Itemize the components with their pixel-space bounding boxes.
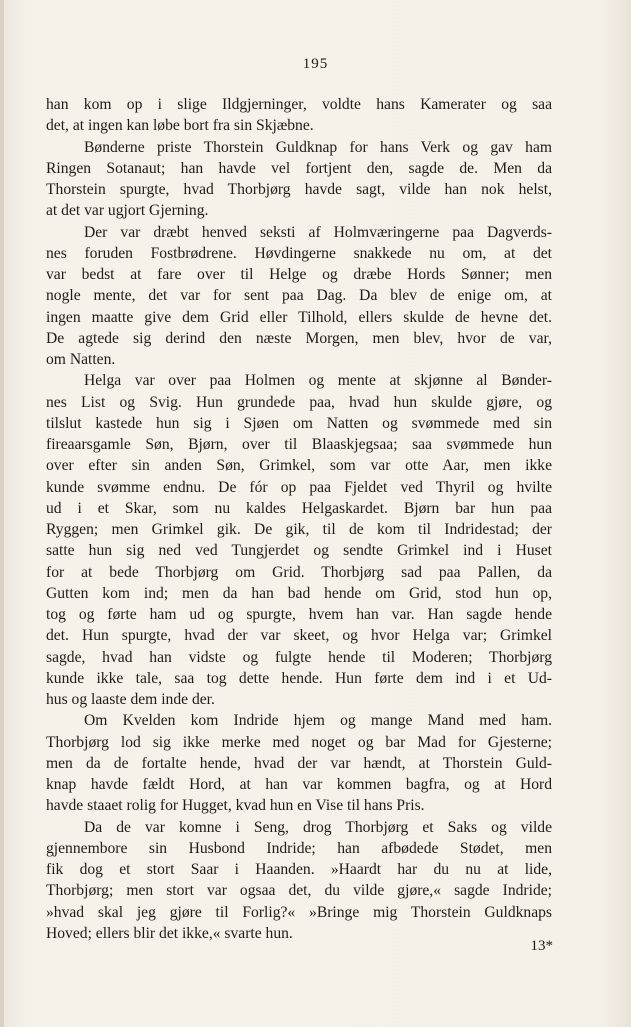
text-line: Ryggen; men Grimkel gik. De gik, til de kom til Indridestad; der bbox=[46, 521, 552, 538]
text-line: for at bede Thorbjørg om Grid. Thorbjørg sad paa Pallen, da bbox=[46, 563, 552, 581]
text-line: nogle mente, det var for sent paa Dag. Da blev de enige om, at bbox=[46, 287, 552, 305]
text-line: Helga var over paa Holmen og mente at skjønne al Bønder- bbox=[84, 372, 552, 390]
paragraph bbox=[46, 222, 552, 371]
text-line: Thorbjørg; men stort var ogsaa det, du vilde gjøre,« sagde Indride; bbox=[46, 882, 552, 900]
text-line: over efter sin anden Søn, Grimkel, som var otte Aar, men ikke bbox=[46, 457, 552, 475]
text-line: det, at ingen kan løbe bort fra sin Skjæbne. bbox=[46, 117, 314, 135]
text-line: sagde, hvad han vidste og fulgte hende til Moderen; Thorbjørg bbox=[46, 648, 552, 666]
body-text bbox=[46, 94, 552, 944]
text-line: kunde ikke tale, saa tog dette hende. Hun førte dem ind i et Ud- bbox=[46, 669, 552, 687]
text-line: tog og førte ham ud og spurgte, hvem han var. Han sagde hende bbox=[46, 606, 552, 623]
text-line: fik dog et stort Saar i Haanden. »Haardt har du nu at lide, bbox=[46, 861, 552, 878]
text-line: kunde svømme endnu. De fór op paa Fjeldet ved Thyril og hvilte bbox=[46, 478, 552, 496]
text-line: at det var ugjort Gjerning. bbox=[46, 202, 209, 220]
text-line: det. Hun spurgte, hvad der var skeet, og hvor Helga var; Grimkel bbox=[46, 627, 552, 645]
text-line: satte hun sig ned ved Tungjerdet og sendte Grimkel ind i Huset bbox=[46, 542, 552, 560]
text-line: knap havde fældt Hord, at han var kommen bagfra, og at Hord bbox=[46, 776, 552, 793]
text-line: De agtede sig derind den næste Morgen, men blev, hvor de var, bbox=[46, 329, 552, 347]
paragraph bbox=[46, 94, 552, 137]
text-line: han kom op i slige Ildgjerninger, voldte hans Kamerater og saa bbox=[46, 96, 552, 113]
text-line: nes List og Svig. Hun grundede paa, hvad hun skulde gjøre, og bbox=[46, 393, 552, 411]
text-line: havde staaet rolig for Hugget, kvad hun en Vise til hans Pris. bbox=[46, 797, 425, 815]
text-line: Thorbjørg lod sig ikke merke med noget og bar Mad for Gjesterne; bbox=[46, 733, 552, 751]
text-line: fireaarsgamle Søn, Bjørn, over til Blaaskjegsaa; saa svømmede hun bbox=[46, 436, 552, 453]
text-line: om Natten. bbox=[46, 351, 116, 368]
text-line: Om Kvelden kom Indride hjem og mange Mand med ham. bbox=[84, 712, 552, 730]
text-line: ingen maatte give dem Grid eller Tilhold, ellers skulde de hevne det. bbox=[46, 308, 552, 326]
signature-mark: 13* bbox=[530, 938, 553, 954]
text-line: Ringen Sotanaut; han havde vel fortjent den, sagde de. Men da bbox=[46, 159, 552, 177]
text-line: var bedst at fare over til Helge og dræbe Hords Sønner; men bbox=[46, 266, 552, 283]
text-line: nes foruden Fostbrødrene. Høvdingerne snakkede nu om, at det bbox=[46, 244, 552, 262]
page-number: 195 bbox=[302, 56, 329, 72]
text-line: ud i et Skar, som nu kaldes Helgaskardet. Bjørn bar hun paa bbox=[46, 499, 552, 517]
text-line: Bønderne priste Thorstein Guldknap for hans Verk og gav ham bbox=[84, 138, 552, 156]
paragraph bbox=[46, 710, 552, 816]
text-line: Da de var komne i Seng, drog Thorbjørg et Saks og vilde bbox=[84, 818, 552, 836]
text-line: Der var dræbt henved seksti af Holmværingerne paa Dagverds- bbox=[84, 223, 552, 241]
scan-edge bbox=[0, 0, 4, 1027]
text-line: men da de fortalte hende, hvad der var hændt, at Thorstein Guld- bbox=[46, 754, 552, 772]
text-line: Hoved; ellers blir det ikke,« svarte hun. bbox=[46, 924, 293, 942]
paragraph bbox=[46, 817, 552, 945]
paragraph bbox=[46, 137, 552, 222]
text-line: hus og laaste dem inde der. bbox=[46, 691, 215, 708]
text-line: Thorstein spurgte, hvad Thorbjørg havde sagt, vilde han nok helst, bbox=[46, 181, 552, 198]
text-line: »hvad skal jeg gjøre til Forlig?« »Bringe mig Thorstein Guldknaps bbox=[46, 903, 552, 921]
paragraph bbox=[46, 370, 552, 710]
text-line: tilslut kastede hun sig i Sjøen om Natten og svømmede med sin bbox=[46, 414, 552, 432]
text-line: Gutten kom ind; men da han bad hende om Grid, stod hun op, bbox=[46, 584, 552, 602]
text-line: gjennembore sin Husbond Indride; han afbødede Stødet, men bbox=[46, 839, 552, 857]
